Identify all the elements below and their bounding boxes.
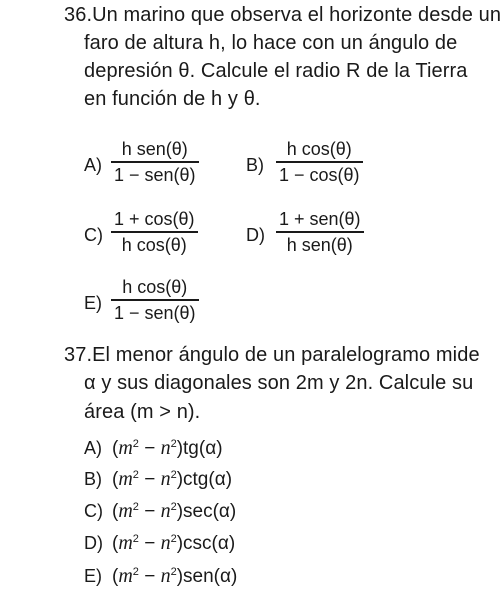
q37-option-b-func: ctg(α) <box>183 469 233 490</box>
q36-option-d-letter: D) <box>246 225 265 245</box>
q36-option-a-denominator: 1 − sen(θ) <box>114 164 196 185</box>
q36-option-e-numerator: h cos(θ) <box>122 277 188 297</box>
q36-line-1: 36.Un marino que observa el horizonte desde un <box>64 4 501 26</box>
q36-option-a-numerator: h sen(θ) <box>121 139 188 159</box>
fraction-bar <box>276 231 364 233</box>
fraction-bar <box>111 161 199 163</box>
q37-option-b-letter: B) <box>84 469 102 489</box>
q36-option-c-numerator: 1 + cos(θ) <box>114 209 195 229</box>
q36-option-c-denominator: h cos(θ) <box>121 234 187 255</box>
q37-option-a-expression: $(m^2 - n^2)tg(\alpha)$ <box>112 437 223 459</box>
q37-option-e-expression: $(m^2 - n^2)sen(\alpha)$ <box>112 565 238 587</box>
q36-option-d-denominator: h sen(θ) <box>286 234 353 255</box>
q36-option-d-numerator: 1 + sen(θ) <box>279 209 361 229</box>
q36-line-2: faro de altura h, lo hace con un ángulo de <box>84 32 458 54</box>
q36-option-c-letter: C) <box>84 225 103 245</box>
q36-line-4: en función de h y θ. <box>84 88 261 110</box>
fraction-bar <box>111 299 199 301</box>
q36-option-b-fraction <box>276 138 363 186</box>
q37-option-d-func: csc(α) <box>183 533 236 554</box>
q37-option-d-expression: $(m^2 - n^2)\csc(\alpha)$ <box>112 532 236 554</box>
q37-option-c-letter: C) <box>84 501 103 521</box>
q37-option-e-func: sen(α) <box>183 566 238 587</box>
fraction-bar <box>111 231 198 233</box>
q37-line-3: área (m > n). <box>84 401 201 423</box>
q37-option-e-letter: E) <box>84 566 102 586</box>
q37-option-d-letter: D) <box>84 533 103 553</box>
q36-option-e-fraction <box>111 276 199 324</box>
fraction-bar <box>276 161 363 163</box>
q36-option-e-denominator: 1 − sen(θ) <box>114 302 196 323</box>
q37-option-a-letter: A) <box>84 438 102 458</box>
q36-option-b-denominator: 1 − cos(θ) <box>279 164 360 185</box>
q36-option-b-letter: B) <box>246 155 264 175</box>
q37-line-2: α y sus diagonales son 2m y 2n. Calcule su <box>84 372 474 394</box>
q36-option-a-fraction <box>111 138 199 186</box>
q37-option-b-expression: $(m^2 - n^2)ctg(\alpha)$ <box>112 468 233 490</box>
q36-option-c-fraction <box>111 208 198 256</box>
q36-option-a-letter: A) <box>84 155 102 175</box>
q37-option-c-expression: $(m^2 - n^2)\sec(\alpha)$ <box>112 500 237 522</box>
q36-option-b-numerator: h cos(θ) <box>286 139 352 159</box>
q36-option-d-fraction <box>276 208 364 256</box>
q36-line-3: depresión θ. Calcule el radio R de la Tierra <box>84 60 468 82</box>
q37-option-a-func: tg(α) <box>183 438 223 459</box>
q37-option-c-func: sec(α) <box>183 501 237 522</box>
q37-line-1: 37.El menor ángulo de un paralelogramo mide <box>64 344 480 366</box>
q36-option-e-letter: E) <box>84 293 102 313</box>
